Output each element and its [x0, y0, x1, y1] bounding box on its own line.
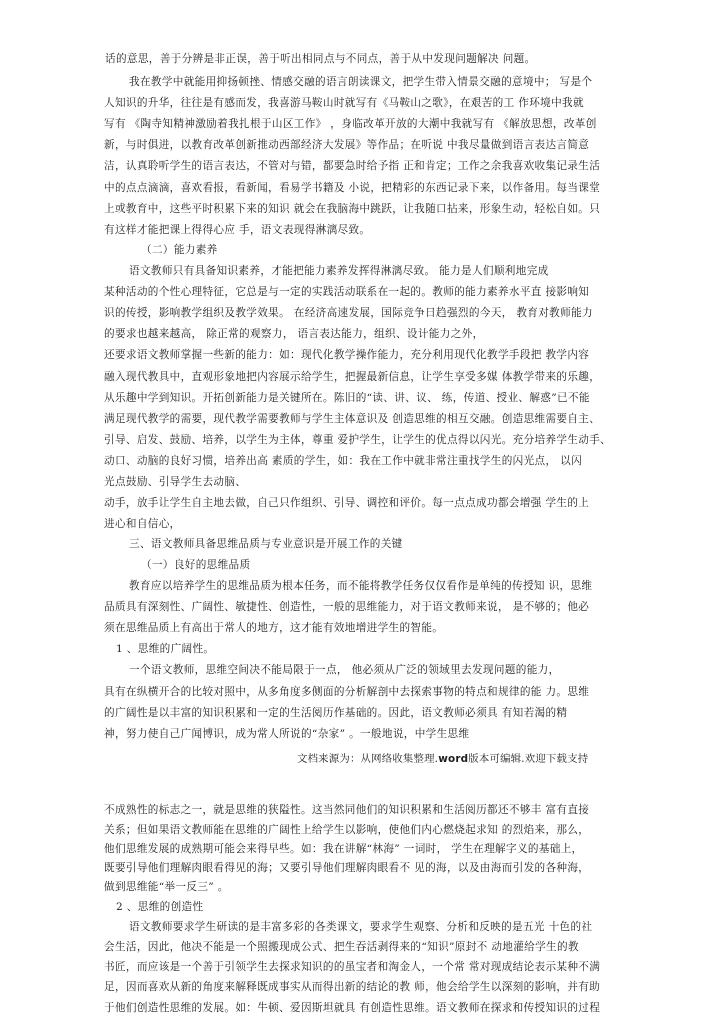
text-line: 不成熟性的标志之一，就是思维的狭隘性。这当然同他们的知识积累和生活阅历都还不够丰 富有直接	[104, 804, 590, 816]
text-line: 话的意思，善于分辨是非正误，善于听出相同点与不同点，善于从中发现问题解决 问题。	[105, 53, 536, 65]
text-line: 引导、启发、鼓励、培养，以学生为主体，尊重 爱护学生，让学生的优点得以闪光。充分培养学生动手、	[104, 434, 612, 446]
text-line: 满足现代教学的需要，现代教学需要教师与学生主体意识及 创造思维的相互交融。创造思维需要自主、	[104, 413, 601, 425]
text-line: 融入现代教具中，直观形象地把内容展示给学生，把握最新信息，让学生享受多媒 体教学带来的乐趣，	[104, 371, 601, 383]
text-line: 人知识的升华，往往是有感而发，我喜游马鞍山时就写有《马鞍山之歌》，在艰苦的工 作环境中我就	[104, 97, 584, 109]
text-line: 于他们创造性思维的发展。如：牛顿、爱因斯坦就具 有创造性思维。语文教师在探求和传授知识的过程	[104, 1002, 601, 1014]
text-line: 进心和自信心，	[104, 518, 181, 530]
text-line: 品质具有深刻性、广阔性、敏捷性、创造性，一般的思维能力，对于语文教师来说， 是不够的；他必	[104, 601, 590, 613]
text-line: 书匠，而应该是一个善于引领学生去探求知识的的虽宝者和淘金人，一个常 常对现成结论表示某种不满	[104, 961, 601, 973]
text-line: 上或教育中，这些平时积累下来的知识 就会在我脑海中跳跃，让我随口拈来，形象生动，轻松自如。只	[104, 203, 601, 215]
text-line: 具有在纵横开合的比较对照中，从多角度多侧面的分析解剖中去探索事物的特点和规律的能 力。思维	[104, 686, 590, 698]
text-line: 从乐趣中学到知识。开拓创新能力是关键所在。陈旧的“读、讲、议、 练，传道、授业、解惑”已不能	[104, 392, 590, 404]
text-line: 教育应以培养学生的思维品质为根本任务，而不能将教学任务仅仅看作是单纯的传授知 识，思维	[129, 580, 593, 592]
footer-suffix: 版本可编辑.欢迎下载支持	[468, 753, 589, 765]
footer-prefix: 文档来源为：从网络收集整理.	[297, 753, 439, 765]
text-line: 足，因而喜欢从新的角度来解释既成事实从而得出新的结论的教 师，他会给学生以深刻的影响，并有助	[104, 981, 601, 993]
text-line: 须在思维品质上有高出于常人的地方，这才能有效地增进学生的智能。	[104, 622, 444, 634]
page-footer	[297, 752, 588, 766]
text-line: 我在教学中就能用抑扬顿挫、情感交融的语言朗读课文，把学生带入情景交融的意境中； 写是个	[129, 76, 593, 88]
text-line: 会生活，因此，他决不能是一个照搬现成公式、把生吞活剥得来的“知识”原封不 动地灌给学生的教	[104, 941, 579, 953]
text-line: 语文教师要求学生研读的是丰富多彩的各类课文，要求学生观察、分析和反映的是五光 十色的社	[129, 921, 593, 933]
text-line: 动口、动脑的良好习惯，培养出高 素质的学生，如：我在工作中就非常注重找学生的闪光点， 以闪	[104, 455, 583, 467]
text-line: 语文教师只有具备知识素养，才能把能力素养发挥得淋漓尽致。 能力是人们顺利地完成	[129, 265, 549, 277]
text-line: 识的传授，影响教学组织及教学效果。 在经济高速发展，国际竞争日趋强烈的今天， 教育对教师能力	[104, 307, 593, 319]
text-line: 的要求也越来越高， 除正常的观察力， 语言表达能力，组织、设计能力之外，	[104, 328, 484, 340]
text-line: 一个语文教师，思维空间决不能局限于一点， 他必须从广泛的领域里去发现问题的能力，	[129, 664, 560, 676]
text-line: 中的点点滴滴，喜欢看报，看新闻，看易学书籍及 小说，把精彩的东西记录下来，以作备用。每当课堂	[104, 182, 601, 194]
text-line: 动手，放手让学生自主地去做，自己只作组织、引导、调控和评价。每一点点成功都会增强 学生的上	[104, 497, 590, 509]
text-line: 既要引导他们理解肉眼看得见的海；又要引导他们理解肉眼看不 见的海，以及由海而引发的各种海，	[104, 862, 590, 874]
text-line: 关系；但如果语文教师能在思维的广阔性上给学生以影响，使他们内心燃烧起求知 的烈焰来，那么，	[104, 824, 590, 836]
text-line: 有这样才能把课上得得心应 手，语文表现得淋漓尽致。	[104, 224, 371, 236]
text-line: 的广阔性是以丰富的知识积累和一定的生活阅历作基础的。因此，语文教师必须具 有知若渴的精	[104, 707, 568, 719]
section-heading: 三、语文教师具备思维品质与专业意识是开展工作的关键	[129, 538, 403, 550]
text-line: 某种活动的个性心理特征，它总是与一定的实践活动联系在一起的。教师的能力素养水平直 接影响知	[104, 286, 590, 298]
text-line: 他们思维发展的成熟期可能会来得早些。如：我在讲解“林海” 一词时， 学生在理解字义的基础上，	[104, 843, 583, 855]
numbered-heading: 1 、思维的广阔性。	[116, 643, 215, 655]
subsection-heading: （一）良好的思维品质	[141, 559, 251, 571]
text-line: 做到思维能“举一反三” 。	[104, 881, 229, 893]
text-line: 新，与时俱进，以教育改革创新推动西部经济大发展》等作品；在听说 中我尽量做到语言表达言简意	[104, 139, 590, 151]
section-heading: （二）能力素养	[141, 244, 218, 256]
numbered-heading: 2 、思维的创造性	[116, 901, 204, 913]
footer-bold: word	[438, 753, 469, 765]
text-line: 光点鼓励、引导学生去动脑、	[104, 476, 247, 488]
text-line: 洁，认真聆听学生的语言表达，不管对与错，都要急时给予指 正和肯定；工作之余我喜欢收集记录生活	[104, 160, 601, 172]
text-line: 神，努力使自己广闻博识，成为常人所说的“杂家” 。一般地说，中学生思维	[104, 728, 470, 740]
text-line: 还要求语文教师掌握一些新的能力：如：现代化教学操作能力，充分利用现代化教学手段把 教学内容	[104, 349, 590, 361]
text-line: 写有 《陶寺知精神激励着我扎根于山区工作》 ，身临改革开放的大潮中我就写有 《解放思想，改革创	[104, 118, 597, 130]
